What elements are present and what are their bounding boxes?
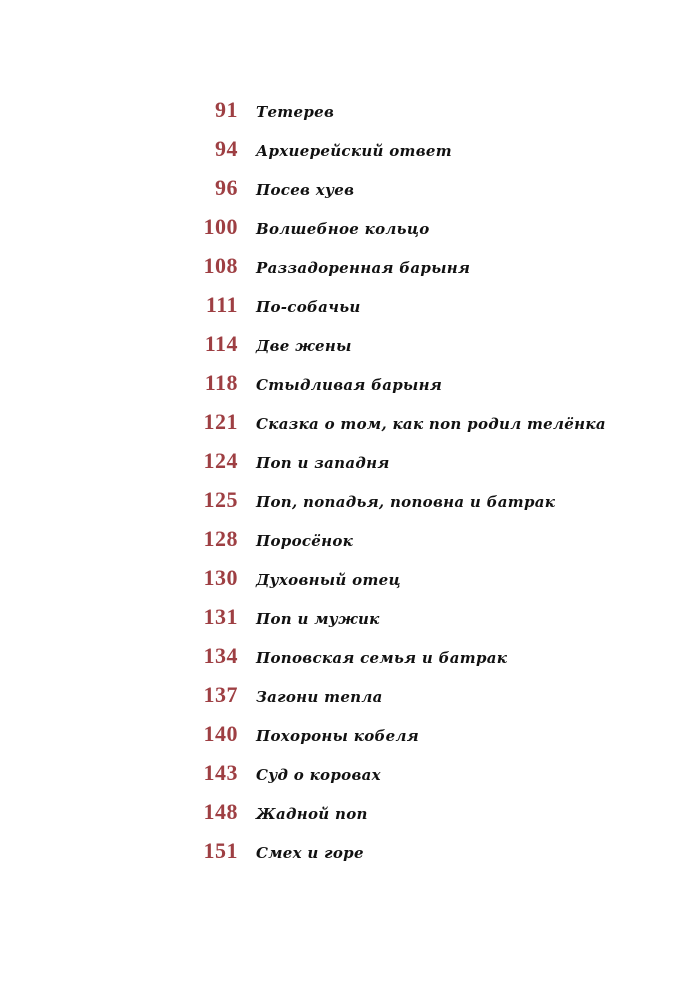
toc-entry <box>0 97 681 136</box>
toc-entry-title: Архиерейский ответ <box>256 142 452 160</box>
toc-entry <box>0 370 681 409</box>
toc-entry-title: Суд о коровах <box>256 766 381 784</box>
toc-entry-title: Поп, попадья, поповна и батрак <box>256 493 556 511</box>
toc-page-number: 134 <box>203 643 238 668</box>
toc-page-number: 131 <box>203 604 238 629</box>
toc-entry-title: Сказка о том, как поп родил телёнка <box>256 415 606 433</box>
toc-entry-title: Стыдливая барыня <box>256 376 443 394</box>
toc-page-number: 100 <box>203 214 238 239</box>
toc-page-number: 125 <box>203 487 238 512</box>
toc-page-number: 108 <box>203 253 238 278</box>
toc-page-number: 140 <box>203 721 238 746</box>
toc-entry-title: Духовный отец <box>256 571 401 589</box>
toc-entry <box>0 604 681 643</box>
toc-entry-title: По-собачьи <box>256 298 361 316</box>
toc-entry-title: Жадной поп <box>256 805 368 823</box>
toc-page-number: 148 <box>203 799 238 824</box>
toc-page-number: 96 <box>215 175 238 200</box>
toc-entry-title: Поросёнок <box>256 532 354 550</box>
toc-entry-title: Похороны кобеля <box>256 727 419 745</box>
toc-entry-title: Волшебное кольцо <box>256 220 430 238</box>
toc-entry <box>0 409 681 448</box>
toc-entry-title: Раззадоренная барыня <box>256 259 471 277</box>
toc-entry-title: Посев хуев <box>256 181 355 199</box>
toc-entry <box>0 214 681 253</box>
toc-page-number: 91 <box>215 97 238 122</box>
toc-entry-title: Тетерев <box>256 103 335 121</box>
toc-page-number: 151 <box>203 838 238 863</box>
toc-page-number: 111 <box>205 292 238 317</box>
toc-entry <box>0 721 681 760</box>
toc-entry <box>0 136 681 175</box>
toc-entry <box>0 838 681 877</box>
toc-entry <box>0 487 681 526</box>
toc-entry <box>0 565 681 604</box>
toc-entry-title: Загони тепла <box>256 688 383 706</box>
toc-entry <box>0 448 681 487</box>
toc-page-number: 94 <box>215 136 238 161</box>
table-of-contents <box>0 97 681 877</box>
toc-page-number: 124 <box>203 448 238 473</box>
toc-entry-title: Поп и мужик <box>256 610 380 628</box>
toc-page-number: 143 <box>203 760 238 785</box>
toc-page-number: 137 <box>203 682 238 707</box>
toc-page-number: 118 <box>204 370 238 395</box>
toc-entry <box>0 175 681 214</box>
toc-entry <box>0 526 681 565</box>
toc-entry <box>0 760 681 799</box>
toc-entry-title: Поповская семья и батрак <box>256 649 508 667</box>
toc-entry <box>0 682 681 721</box>
toc-page-number: 128 <box>203 526 238 551</box>
toc-entry <box>0 253 681 292</box>
toc-entry <box>0 799 681 838</box>
toc-entry <box>0 331 681 370</box>
toc-entry-title: Поп и западня <box>256 454 390 472</box>
toc-page-number: 130 <box>203 565 238 590</box>
toc-page-number: 121 <box>203 409 238 434</box>
toc-entry-title: Две жены <box>256 337 352 355</box>
toc-entry <box>0 643 681 682</box>
toc-page-number: 114 <box>204 331 238 356</box>
toc-entry-title: Смех и горе <box>256 844 364 862</box>
toc-entry <box>0 292 681 331</box>
